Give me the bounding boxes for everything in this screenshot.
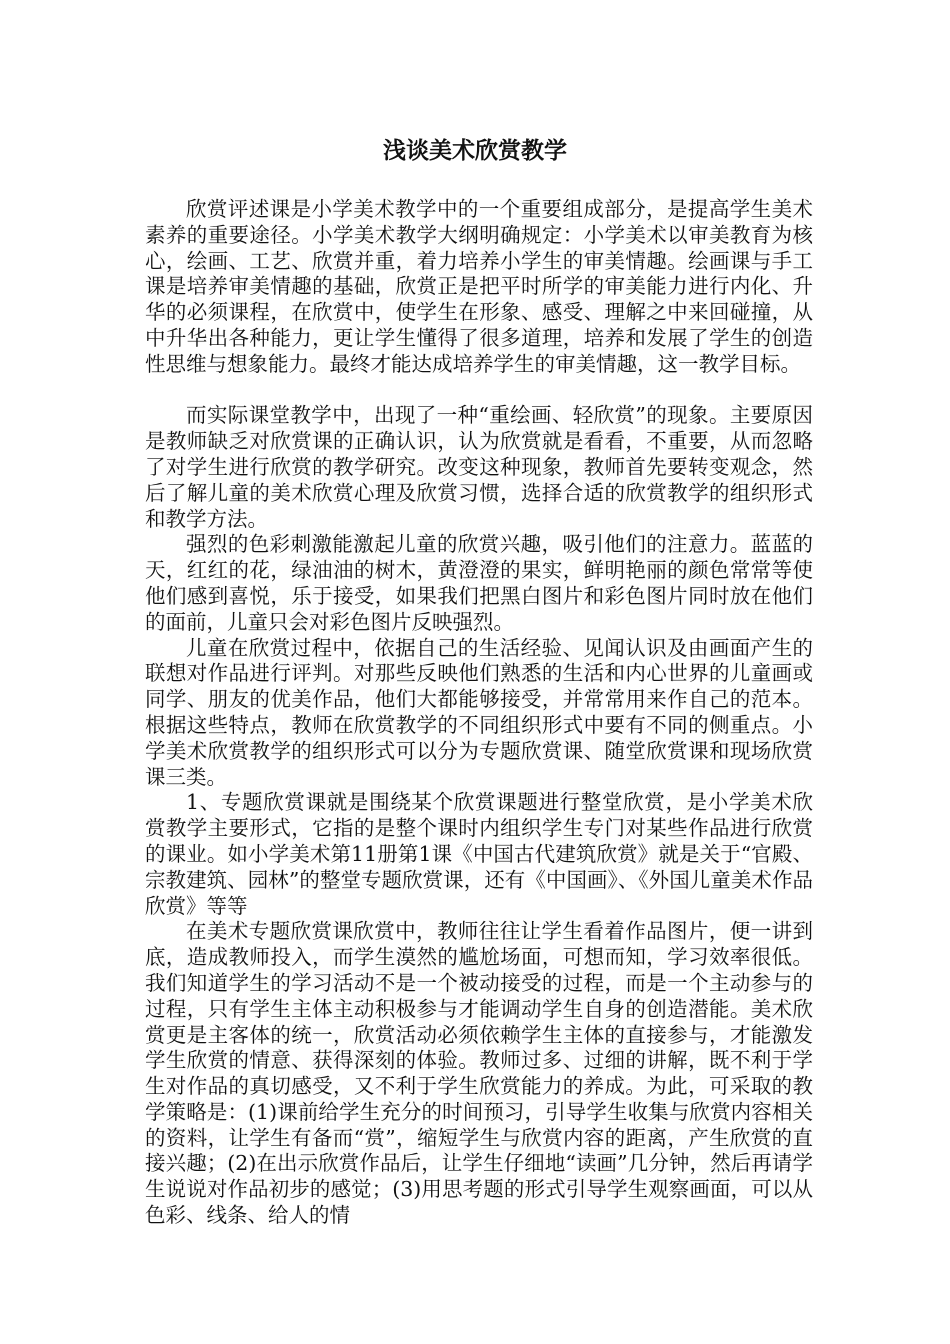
paragraph-1: 欣赏评述课是小学美术教学中的一个重要组成部分，是提高学生美术素养的重要途径。小学美术教学大纲明确规定：小学美术以审美教育为核心，绘画、工艺、欣赏并重，着力培养小学生的审美情趣。绘画课与手工课是培养审美情趣的基础，欣赏正是把平时所学的审美能力进行内化、升华的必须课程，在欣赏中，使学生在形象、感受、理解之中来回碰撞，从中升华出各种能力，更让学生懂得了很多道理，培养和发展了学生的创造性思维与想象能力。最终才能达成培养学生的审美情趣，这一教学目标。 [145,197,813,376]
paragraph-3: 强烈的色彩刺激能激起儿童的欣赏兴趣，吸引他们的注意力。蓝蓝的天，红红的花，绿油油的树木，黄澄澄的果实，鲜明艳丽的颜色常常等使他们感到喜悦，乐于接受，如果我们把黑白图片和彩色图片同时放在他们的面前，儿童只会对彩色图片反映强烈。 [145,532,813,634]
paragraph-4: 儿童在欣赏过程中，依据自己的生活经验、见闻认识及由画面产生的联想对作品进行评判。对那些反映他们熟悉的生活和内心世界的儿童画或同学、朋友的优美作品，他们大都能够接受，并常常用来作自己的范本。根据这些特点，教师在欣赏教学的不同组织形式中要有不同的侧重点。小学美术欣赏教学的组织形式可以分为专题欣赏课、随堂欣赏课和现场欣赏课三类。 [145,635,813,789]
paragraph-2: 而实际课堂教学中，出现了一种“重绘画、轻欣赏”的现象。主要原因是教师缺乏对欣赏课的正确认识，认为欣赏就是看看，不重要，从而忽略了对学生进行欣赏的教学研究。改变这种现象，教师首先要转变观念，然后了解儿童的美术欣赏心理及欣赏习惯，选择合适的欣赏教学的组织形式和教学方法。 [145,403,813,531]
document-title: 浅谈美术欣赏教学 [383,138,567,164]
document-body [145,197,813,1229]
paragraph-5: 1、专题欣赏课就是围绕某个欣赏课题进行整堂欣赏，是小学美术欣赏教学主要形式，它指的是整个课时内组织学生专门对某些作品进行欣赏的课业。如小学美术第11册第1课《中国古代建筑欣赏》就是关于“官殿、宗教建筑、园林”的整堂专题欣赏课，还有《中国画》、《外国儿童美术作品欣赏》等等 [145,790,813,918]
paragraph-6: 在美术专题欣赏课欣赏中，教师往往让学生看着作品图片，便一讲到底，造成教师投入，而学生漠然的尴尬场面，可想而知，学习效率很低。我们知道学生的学习活动不是一个被动接受的过程，而是一个主动参与的过程，只有学生主体主动积极参与才能调动学生自身的创造潜能。美术欣赏更是主客体的统一，欣赏活动必须依赖学生主体的直接参与，才能激发学生欣赏的情意、获得深刻的体验。教师过多、过细的讲解，既不利于学生对作品的真切感受，又不利于学生欣赏能力的养成。为此，可采取的教学策略是：(1)课前给学生充分的时间预习，引导学生收集与欣赏内容相关的资料，让学生有备而“赏”，缩短学生与欣赏内容的距离，产生欣赏的直接兴趣；(2)在出示欣赏作品后，让学生仔细地“读画”几分钟，然后再请学生说说对作品初步的感觉；(3)用思考题的形式引导学生观察画面，可以从色彩、线条、给人的情 [145,919,813,1228]
